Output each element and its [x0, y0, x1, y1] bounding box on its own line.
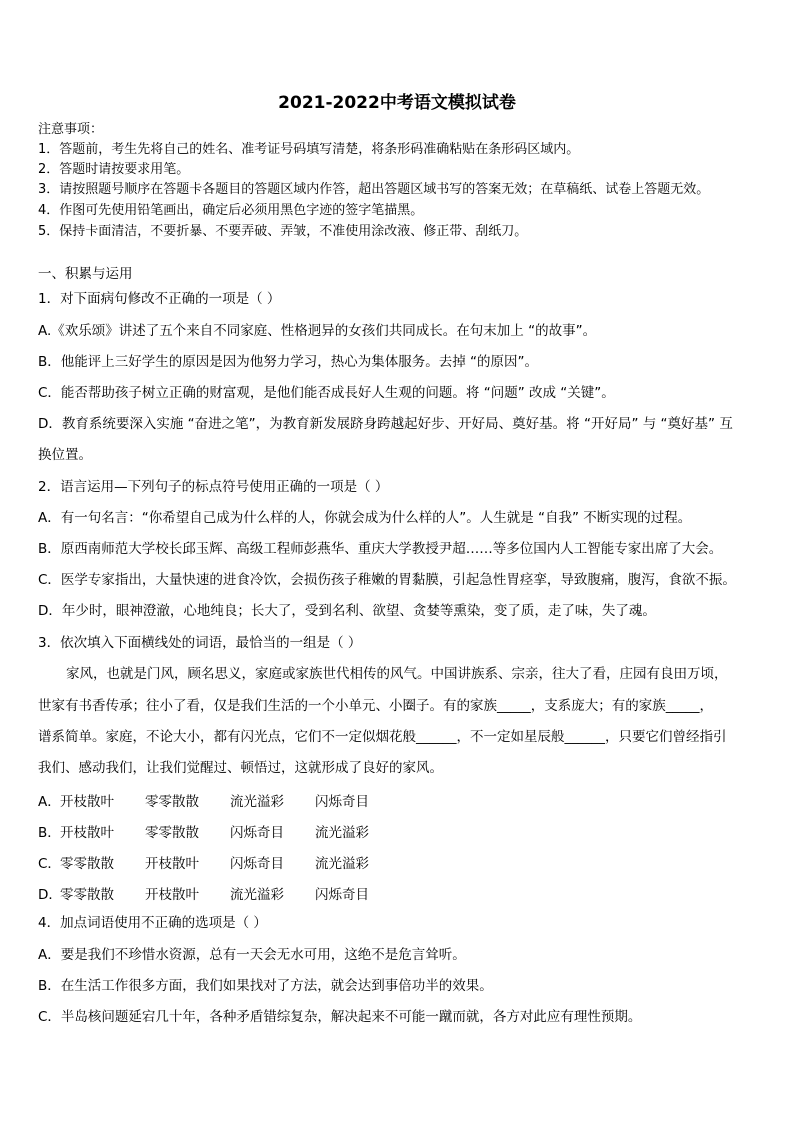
q3-option-c	[38, 852, 369, 872]
q3-stem: 3．依次填入下面横线处的词语，最恰当的一组是（ ）	[38, 635, 362, 651]
option-word: 闪烁奇目	[230, 825, 284, 841]
notes-heading: 注意事项：	[38, 122, 104, 137]
exam-title: 2021-2022中考语文模拟试卷	[278, 93, 516, 113]
option-letter: A．	[38, 794, 61, 810]
q1-option-c: C．能否帮助孩子树立正确的财富观，是他们能否成長好人生观的问题。将 “问题” 改成 “关键”。	[38, 385, 615, 401]
note-item: 5．保持卡面清洁，不要折暴、不要弄破、弄皱，不准使用涂改液、修正带、刮纸刀。	[38, 224, 528, 239]
option-word: 零零散散	[60, 856, 114, 872]
option-letter: B．	[38, 825, 61, 841]
q3-option-d	[38, 883, 369, 903]
q2-option-a: A．有一句名言：“你希望自己成为什么样的人，你就会成为什么样的人”。人生就是 “自我” 不断实现的过程。	[38, 510, 692, 526]
q1-option-a: A.《欢乐颂》讲述了五个来自不同家庭、性格迥异的女孩们共同成长。在句末加上 “的故事”。	[38, 323, 597, 339]
option-word: 零零散散	[60, 887, 114, 903]
note-item: 1．答题前，考生先将自己的姓名、准考证号码填写清楚，将条形码准确粘贴在条形码区域内。	[38, 142, 580, 157]
q4-option-a: A．要是我们不珍惜水资源，总有一天会无水可用，这绝不是危言耸听。	[38, 947, 466, 963]
q3-option-b	[38, 821, 369, 841]
q3-passage: 家风，也就是门风，顾名思义，家庭或家族世代相传的风气。中国讲族系、宗亲，往大了看，庄园有良田万顷，	[66, 666, 728, 682]
option-word: 流光溢彩	[315, 825, 369, 841]
option-word: 闪烁奇目	[315, 794, 369, 810]
q4-option-c: C．半岛核问题延宕几十年，各种矛盾错综复杂，解决起来不可能一蹴而就，各方对此应有理性预期。	[38, 1009, 642, 1025]
note-item: 4．作图可先使用铅笔画出，确定后必须用黑色字迹的签字笔描黑。	[38, 203, 424, 218]
option-letter: D．	[38, 887, 62, 903]
option-word: 零零散散	[145, 825, 199, 841]
option-word: 闪烁奇目	[230, 856, 284, 872]
option-word: 流光溢彩	[230, 887, 284, 903]
option-word: 开枝散叶	[145, 856, 199, 872]
option-word: 开枝散叶	[60, 825, 114, 841]
q3-passage: 谱系简单。家庭，不论大小，都有闪光点，它们不一定似烟花般______，不一定如星辰般______，只要它们曾经指引	[38, 729, 727, 745]
q1-option-b: B．他能评上三好学生的原因是因为他努力学习，热心为集体服务。去掉 “的原因”。	[38, 354, 539, 370]
option-word: 流光溢彩	[230, 794, 284, 810]
q3-passage: 世家有书香传承；往小了看，仅是我们生活的一个小单元、小圈子。有的家族_____，支系庞大；有的家族_____，	[38, 698, 713, 714]
q2-option-b: B．原西南师范大学校长邱玉辉、高级工程师彭燕华、重庆大学教授尹超……等多位国内人工智能专家出席了大会。	[38, 541, 723, 557]
option-word: 开枝散叶	[60, 794, 114, 810]
q3-option-a	[38, 790, 369, 810]
q2-option-d: D．年少时，眼神澄澈，心地纯良；长大了，受到名利、欲望、贪婪等熏染，变了质，走了味，失了魂。	[38, 603, 656, 619]
q1-option-d-cont: 换位置。	[38, 447, 92, 463]
q2-stem: 2．语言运用—下列句子的标点符号使用正确的一项是（ ）	[38, 479, 389, 495]
q1-stem: 1．对下面病句修改不正确的一项是（ ）	[38, 291, 281, 307]
note-item: 2．答题时请按要求用笔。	[38, 162, 190, 177]
q1-option-d: D．教育系统要深入实施 “奋进之笔”，为教育新发展跻身跨越起好步、开好局、奠好基。将 “开好局” 与 “奠好基” 互	[38, 416, 733, 432]
option-word: 零零散散	[145, 794, 199, 810]
q3-passage: 我们、感动我们，让我们觉醒过、顿悟过，这就形成了良好的家风。	[38, 760, 443, 776]
q4-stem: 4．加点词语使用不正确的选项是（ ）	[38, 915, 267, 931]
section-heading: 一、积累与运用	[38, 266, 133, 282]
option-letter: C．	[38, 856, 61, 872]
q2-option-c: C．医学专家指出，大量快速的进食冷饮，会损伤孩子稚嫩的胃黏膜，引起急性胃痉挛，导致腹痛，腹泻，食欲不振。	[38, 572, 736, 588]
option-word: 闪烁奇目	[315, 887, 369, 903]
q4-option-b: B．在生活工作很多方面，我们如果找对了方法，就会达到事倍功半的效果。	[38, 978, 493, 994]
note-item: 3．请按照题号顺序在答题卡各题目的答题区域内作答，超出答题区域书写的答案无效；在草稿纸、试卷上答题无效。	[38, 182, 710, 197]
option-word: 开枝散叶	[145, 887, 199, 903]
option-word: 流光溢彩	[315, 856, 369, 872]
